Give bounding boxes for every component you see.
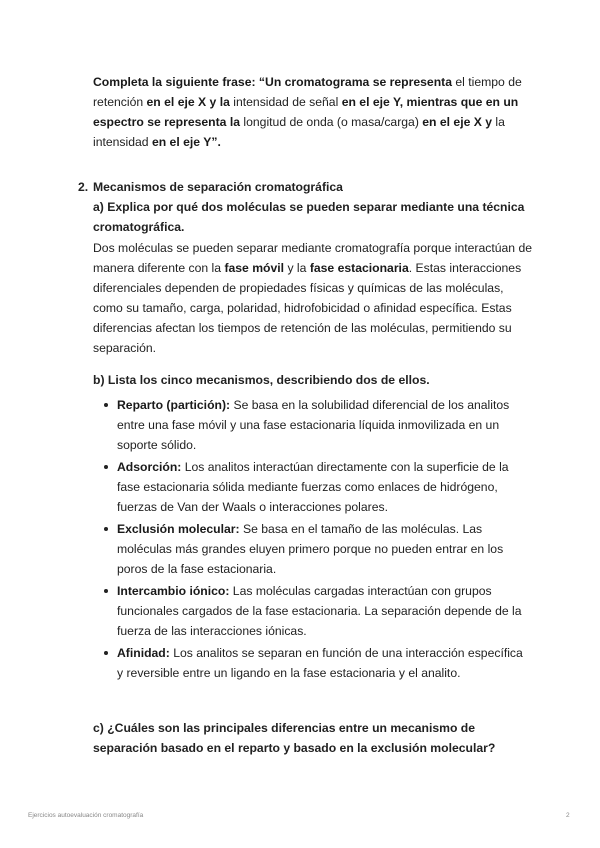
- list-item: [117, 395, 532, 455]
- bold-text-run: fase móvil: [224, 261, 285, 275]
- mechanism-term: Afinidad:: [117, 646, 170, 660]
- list-item: [117, 643, 532, 683]
- bold-text-run: en el eje Y, mientras que en un espectro se representa la: [93, 95, 519, 129]
- intro-text: [93, 72, 533, 152]
- section-title: Mecanismos de separación cromatográfica: [93, 180, 343, 194]
- footer-page-number: 2: [566, 812, 570, 819]
- list-item: [117, 581, 532, 641]
- question-b: b) Lista los cinco mecanismos, describiendo dos de ellos.: [93, 373, 430, 387]
- text-run: . Estas interacciones diferenciales dependen de propiedades físicas y químicas de las moléculas, como su tamaño, carga, polaridad, hidrofobicidad o afinidad específica. Estas diferencias afectan los tiempos de retención de las moléculas, permitiendo su separación.: [93, 261, 522, 355]
- text-run: Dos moléculas se pueden separar mediante cromatografía porque interactúan de manera diferente con la: [93, 241, 533, 275]
- intro-paragraph: [93, 72, 533, 152]
- question-c: c) ¿Cuáles son las principales diferencias entre un mecanismo de separación basado en el reparto y basado en la exclusión molecular?: [93, 721, 496, 755]
- list-item: [117, 457, 532, 517]
- bold-text-run: en el eje Y”.: [151, 135, 221, 149]
- bold-text-run: fase estacionaria: [309, 261, 409, 275]
- mechanisms-list: [117, 395, 532, 685]
- question-a: a) Explica por qué dos moléculas se pueden separar mediante una técnica cromatográfica.: [93, 200, 525, 234]
- text-run: longitud de onda (o masa/carga): [240, 115, 423, 129]
- text-run: intensidad de señal: [229, 95, 342, 109]
- mechanism-term: Exclusión molecular:: [117, 522, 240, 536]
- bold-text-run: en el eje X y: [422, 115, 493, 129]
- text-run: y la: [284, 261, 310, 275]
- section-number: 2.: [78, 180, 89, 194]
- mechanism-description: Las moléculas cargadas interactúan con grupos funcionales cargados de la fase estacionaria. La separación depende de la fuerza de las interacciones iónicas.: [117, 584, 522, 638]
- mechanism-description: Se basa en el tamaño de las moléculas. Las moléculas más grandes eluyen primero porque no pueden entrar en los poros de la fase estacionaria.: [117, 522, 504, 576]
- mechanism-description: Se basa en la solubilidad diferencial de los analitos entre una fase móvil y una fase estacionaria líquida inmovilizada en un soporte sólido.: [117, 398, 510, 452]
- mechanism-term: Intercambio iónico:: [117, 584, 230, 598]
- footer-document-title: Ejercicios autoevaluación cromatografía: [28, 812, 144, 819]
- bold-text-run: Completa la siguiente frase: “Un cromatograma se representa: [93, 75, 452, 89]
- mechanism-term: Reparto (partición):: [117, 398, 231, 412]
- list-item: [117, 519, 532, 579]
- mechanism-term: Adsorción:: [117, 460, 182, 474]
- mechanism-description: Los analitos se separan en función de una interacción específica y reversible entre un ligando en la fase estacionaria y el analito.: [117, 646, 523, 680]
- bold-text-run: en el eje X y la: [146, 95, 230, 109]
- text-run: el tiempo de retención: [93, 75, 522, 109]
- mechanism-description: Los analitos interactúan directamente con la superficie de la fase estacionaria sólida mediante fuerzas como enlaces de hidrógeno, fuerzas de Van der Waals o interacciones polares.: [117, 460, 509, 514]
- answer-a-paragraph: [93, 238, 533, 358]
- answer-a-text: [93, 238, 533, 358]
- text-run: la intensidad: [93, 115, 505, 149]
